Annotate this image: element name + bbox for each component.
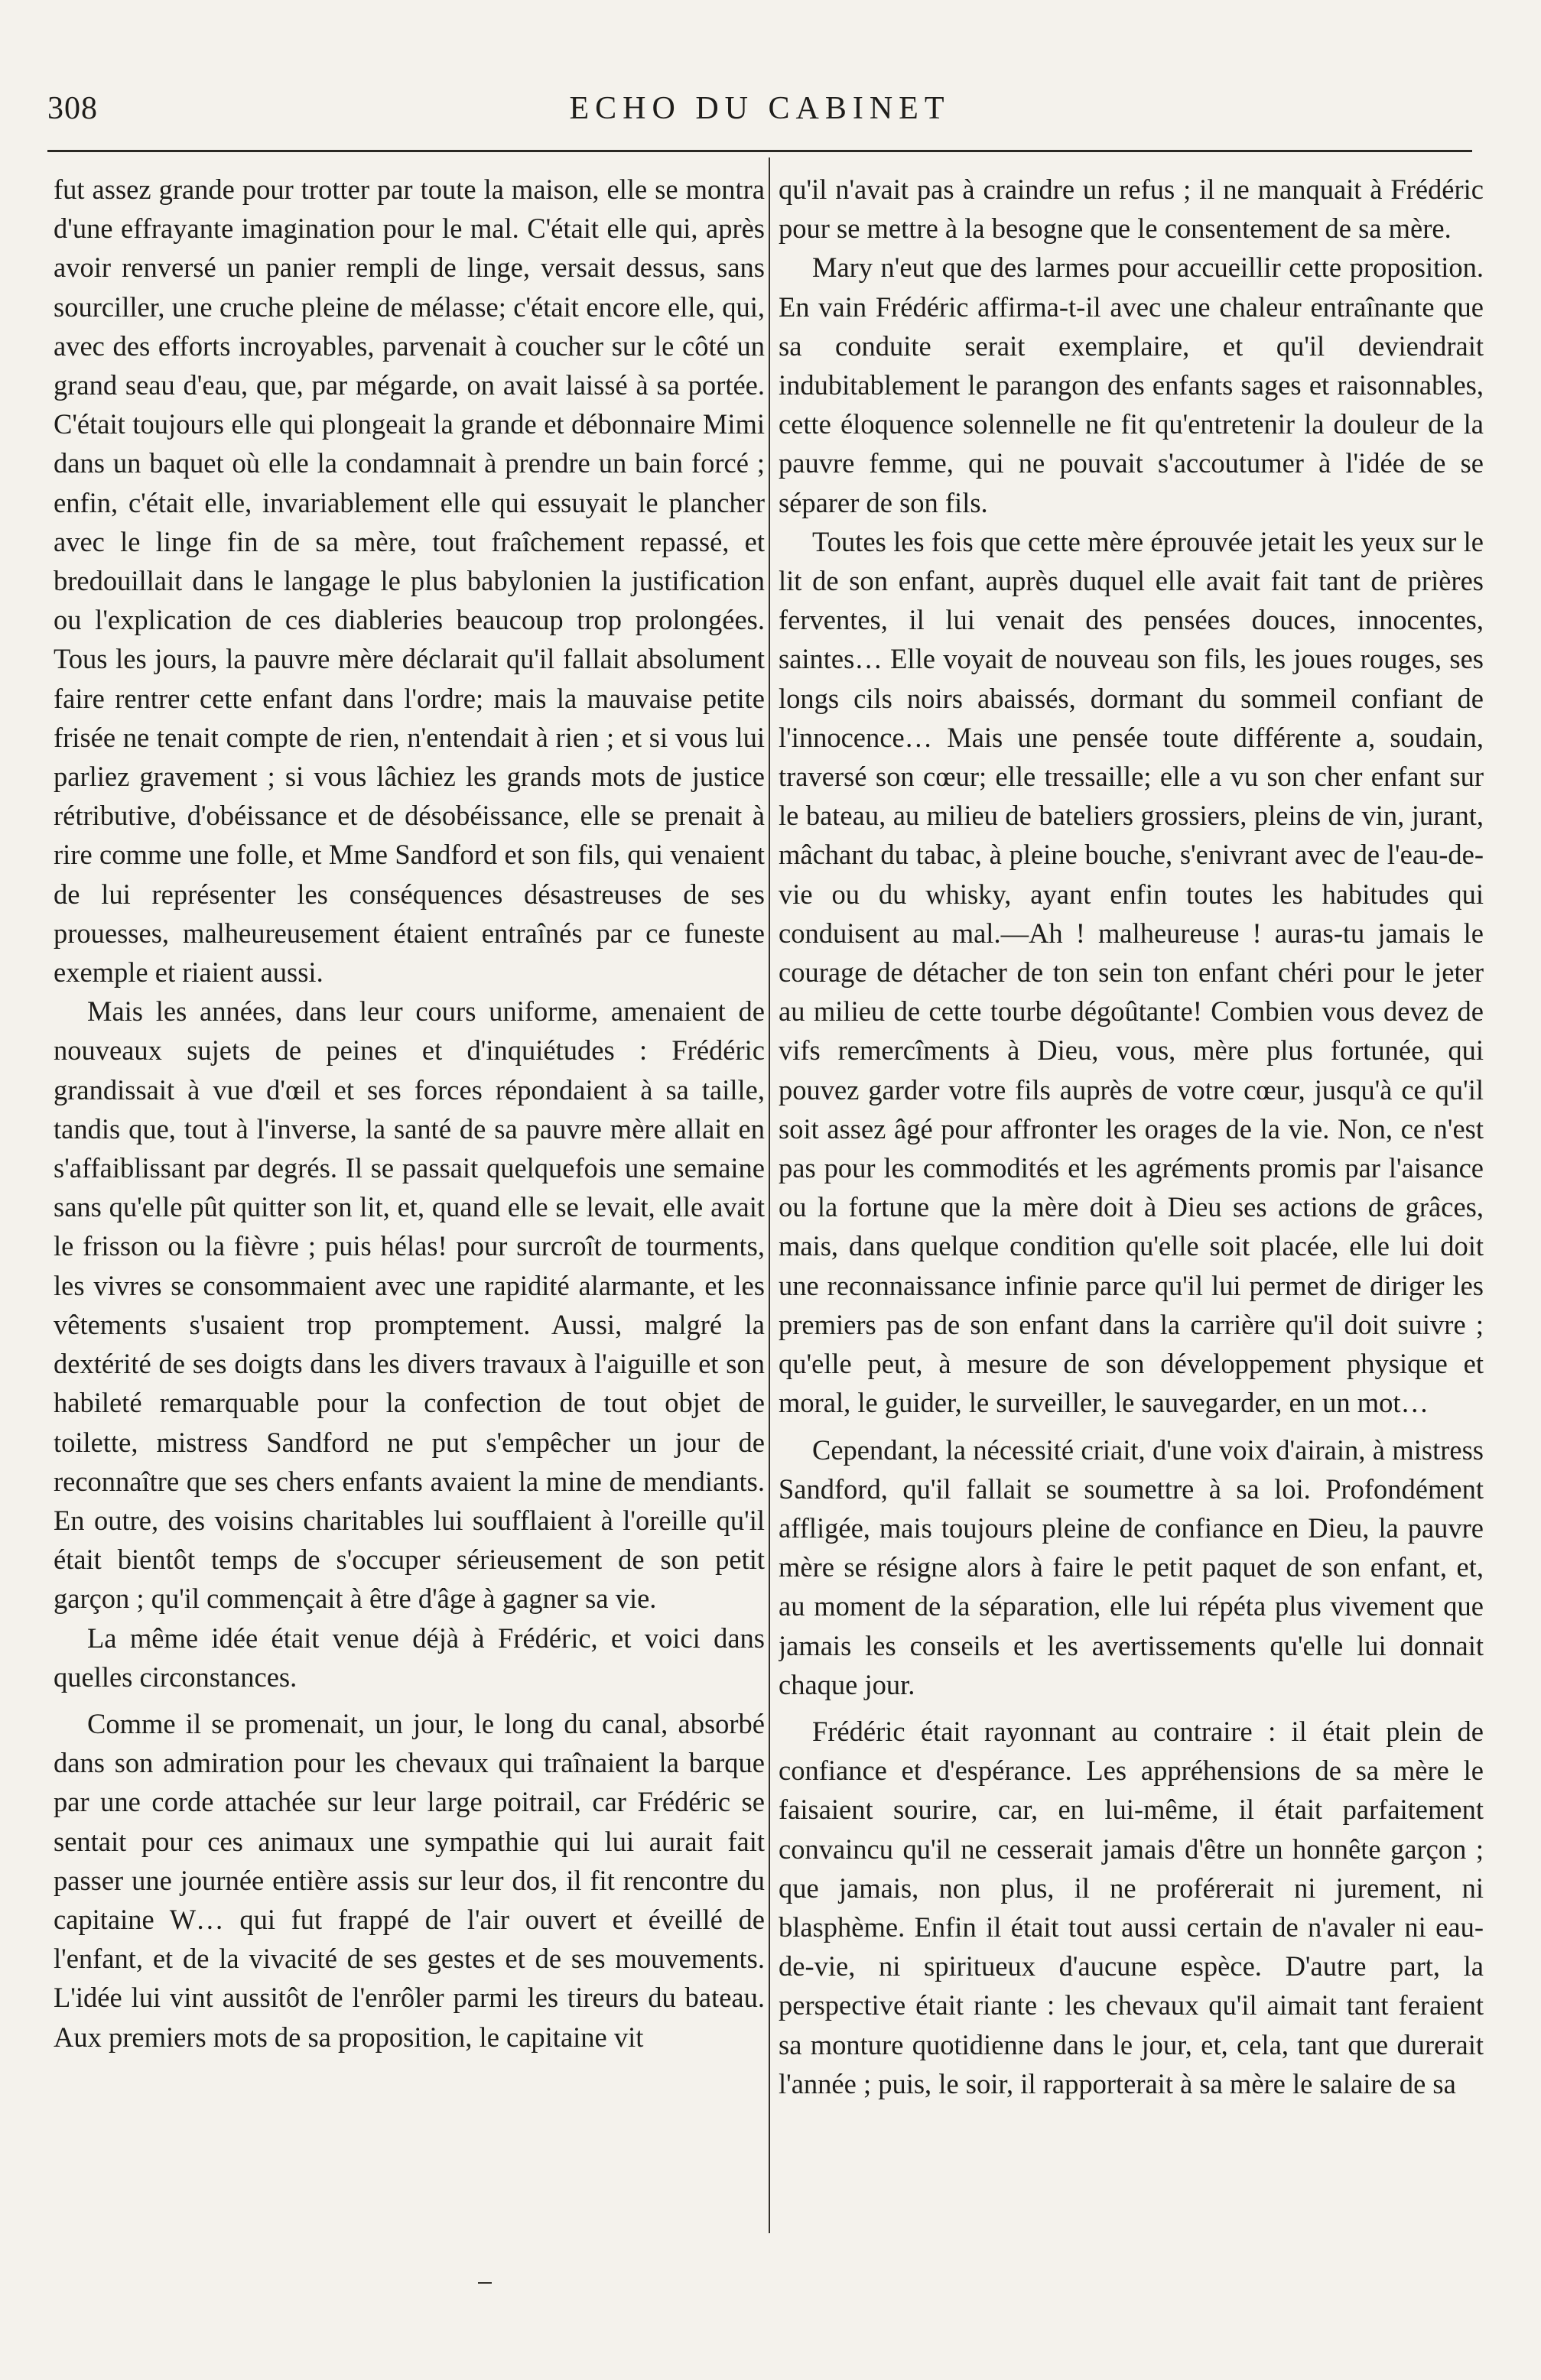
- paragraph: Mais les années, dans leur cours uniforme, amenaient de nouveaux sujets de peines et d'inquiétudes : Frédéric grandissait à vue d'œil et ses forces répondaient à sa taille, tandis que, tout à l'inverse, la santé de sa pauvre mère allait en s'affaiblissant par degrés. Il se passait quelquefois une semaine sans qu'elle pût quitter son lit, et, quand elle se levait, elle avait le frisson ou la fièvre ; puis hélas! pour surcroît de tourments, les vivres se consommaient avec une rapidité alarmante, et les vêtements s'usaient trop promptement. Aussi, malgré la dextérité de ses doigts dans les divers travaux à l'aiguille et son habileté remarquable pour la confection de tout objet de toilette, mistress Sandford ne put s'empêcher un jour de reconnaître que ses chers enfants avaient la mine de mendiants. En outre, des voisins charitables lui soufflaient à l'oreille qu'il était bientôt temps de s'occuper sérieusement de son petit garçon ; qu'il commençait à être d'âge à gagner sa vie.: [54, 995, 765, 1615]
- header-rule: [47, 150, 1472, 152]
- page-number: 308: [47, 91, 98, 126]
- paragraph: Frédéric était rayonnant au contraire : il était plein de confiance et d'espérance. Les appréhensions de sa mère le faisaient sourire, car, en lui-même, il était parfaitement convaincu qu'il ne cesserait jamais d'être un honnête garçon ; que jamais, non plus, il ne proférerait ni jurement, ni blasphème. Enfin il était tout aussi certain de n'avaler ni eau-de-vie, ni spiritueux d'aucune espèce. D'autre part, la perspective était riante : les chevaux qu'il aimait tant feraient sa monture quotidienne dans le jour, et, cela, tant que durerait l'année ; puis, le soir, il rapporterait à sa mère le salaire de sa: [779, 1715, 1484, 2099]
- right-column: [779, 170, 1484, 2234]
- paragraph: fut assez grande pour trotter par toute la maison, elle se montra d'une effrayante imagination pour le mal. C'était elle qui, après avoir renversé un panier rempli de linge, versait dessus, sans sourciller, une cruche pleine de mélasse; c'était encore elle, qui, avec des efforts incroyables, parvenait à coucher sur le côté un grand seau d'eau, que, par mégarde, on avait laissé à sa portée. C'était toujours elle qui plongeait la grande et débonnaire Mimi dans un baquet où elle la condamnait à prendre un bain forcé ; enfin, c'était elle, invariablement elle qui essuyait le plancher avec le linge fin de sa mère, tout fraîchement repassé, et bredouillait dans le langage le plus babylonien la justification ou l'explication de ces diableries beaucoup trop prolongées. Tous les jours, la pauvre mère déclarait qu'il fallait absolument faire rentrer cette enfant dans l'ordre; mais la mauvaise petite frisée ne tenait compte de rien, n'entendait à rien ; et si vous lui parliez gravement ; si vous lâchiez les grands mots de justice rétributive, d'obéissance et de désobéissance, elle se prenait à rire comme une folle, et Mme Sandford et son fils, qui venaient de lui représenter les conséquences désastreuses de ses prouesses, malheureusement étaient entraînés par ce funeste exemple et riaient aussi.: [54, 174, 765, 989]
- column-divider: [769, 157, 770, 2233]
- page-header: [47, 83, 1472, 136]
- paragraph: Mary n'eut que des larmes pour accueillir cette proposition. En vain Frédéric affirma-t-il avec une chaleur entraînante que sa conduite serait exemplaire, et qu'il deviendrait indubitablement le parangon des enfants sages et raisonnables, cette éloquence solennelle ne fit qu'entretenir la douleur de la pauvre femme, qui ne pouvait s'accoutumer à l'idée de se séparer de son fils.: [779, 252, 1484, 518]
- paragraph: Toutes les fois que cette mère éprouvée jetait les yeux sur le lit de son enfant, auprès duquel elle avait fait tant de prières ferventes, il lui venait des pensées douces, innocentes, saintes… Elle voyait de nouveau son fils, les joues rouges, ses longs cils noirs abaissés, dormant du sommeil confiant de l'innocence… Mais une pensée toute différente a, soudain, traversé son cœur; elle tressaille; elle a vu son cher enfant sur le bateau, au milieu de bateliers grossiers, pleins de vin, jurant, mâchant du tabac, à pleine bouche, s'enivrant avec de l'eau-de-vie ou du whisky, ayant enfin toutes les habitudes qui conduisent au mal.—Ah ! malheureuse ! auras-tu jamais le courage de détacher de ton sein ton enfant chéri pour le jeter au milieu de cette tourbe dégoûtante! Combien vous devez de vifs remercîments à Dieu, vous, mère plus fortunée, qui pouvez garder votre fils auprès de votre cœur, jusqu'à ce qu'il soit assez âgé pour affronter les orages de la vie. Non, ce n'est pas pour les commodités et les agréments promis par l'aisance ou la fortune que la mère doit à Dieu ses actions de grâces, mais, dans quelque condition qu'elle soit placée, elle lui doit une reconnaissance infinie parce qu'il lui permet de diriger les premiers pas de son enfant dans la carrière qu'il doit suivre ; qu'elle peut, à mesure de son développement physique et moral, le guider, le surveiller, le sauvegarder, en un mot…: [779, 525, 1484, 1419]
- paragraph: qu'il n'avait pas à craindre un refus ; il ne manquait à Frédéric pour se mettre à la besogne que le consentement de sa mère.: [779, 174, 1484, 245]
- footer-mark: [478, 2282, 492, 2284]
- paragraph: Cependant, la nécessité criait, d'une voix d'airain, à mistress Sandford, qu'il fallait se soumettre à sa loi. Profondément affligée, mais toujours pleine de confiance en Dieu, la pauvre mère se résigne alors à faire le petit paquet de son enfant, et, au moment de la séparation, elle lui répéta plus vivement que jamais les conseils et les avertissements qu'elle lui donnait chaque jour.: [779, 1434, 1484, 1700]
- running-title: ECHO DU CABINET: [569, 91, 951, 126]
- paragraph: La même idée était venue déjà à Frédéric, et voici dans quelles circonstances.: [54, 1622, 765, 1693]
- left-column: [54, 170, 765, 2234]
- paragraph: Comme il se promenait, un jour, le long du canal, absorbé dans son admiration pour les chevaux qui traînaient la barque par une corde attachée sur leur large poitrail, car Frédéric se sentait pour ces animaux une sympathie qui lui aurait fait passer une journée entière assis sur leur dos, il fit rencontre du capitaine W… qui fut frappé de l'air ouvert et éveillé de l'enfant, et de la vivacité de ses gestes et de ses mouvements. L'idée lui vint aussitôt de l'enrôler parmi les tireurs du bateau. Aux premiers mots de sa proposition, le capitaine vit: [54, 1707, 765, 2053]
